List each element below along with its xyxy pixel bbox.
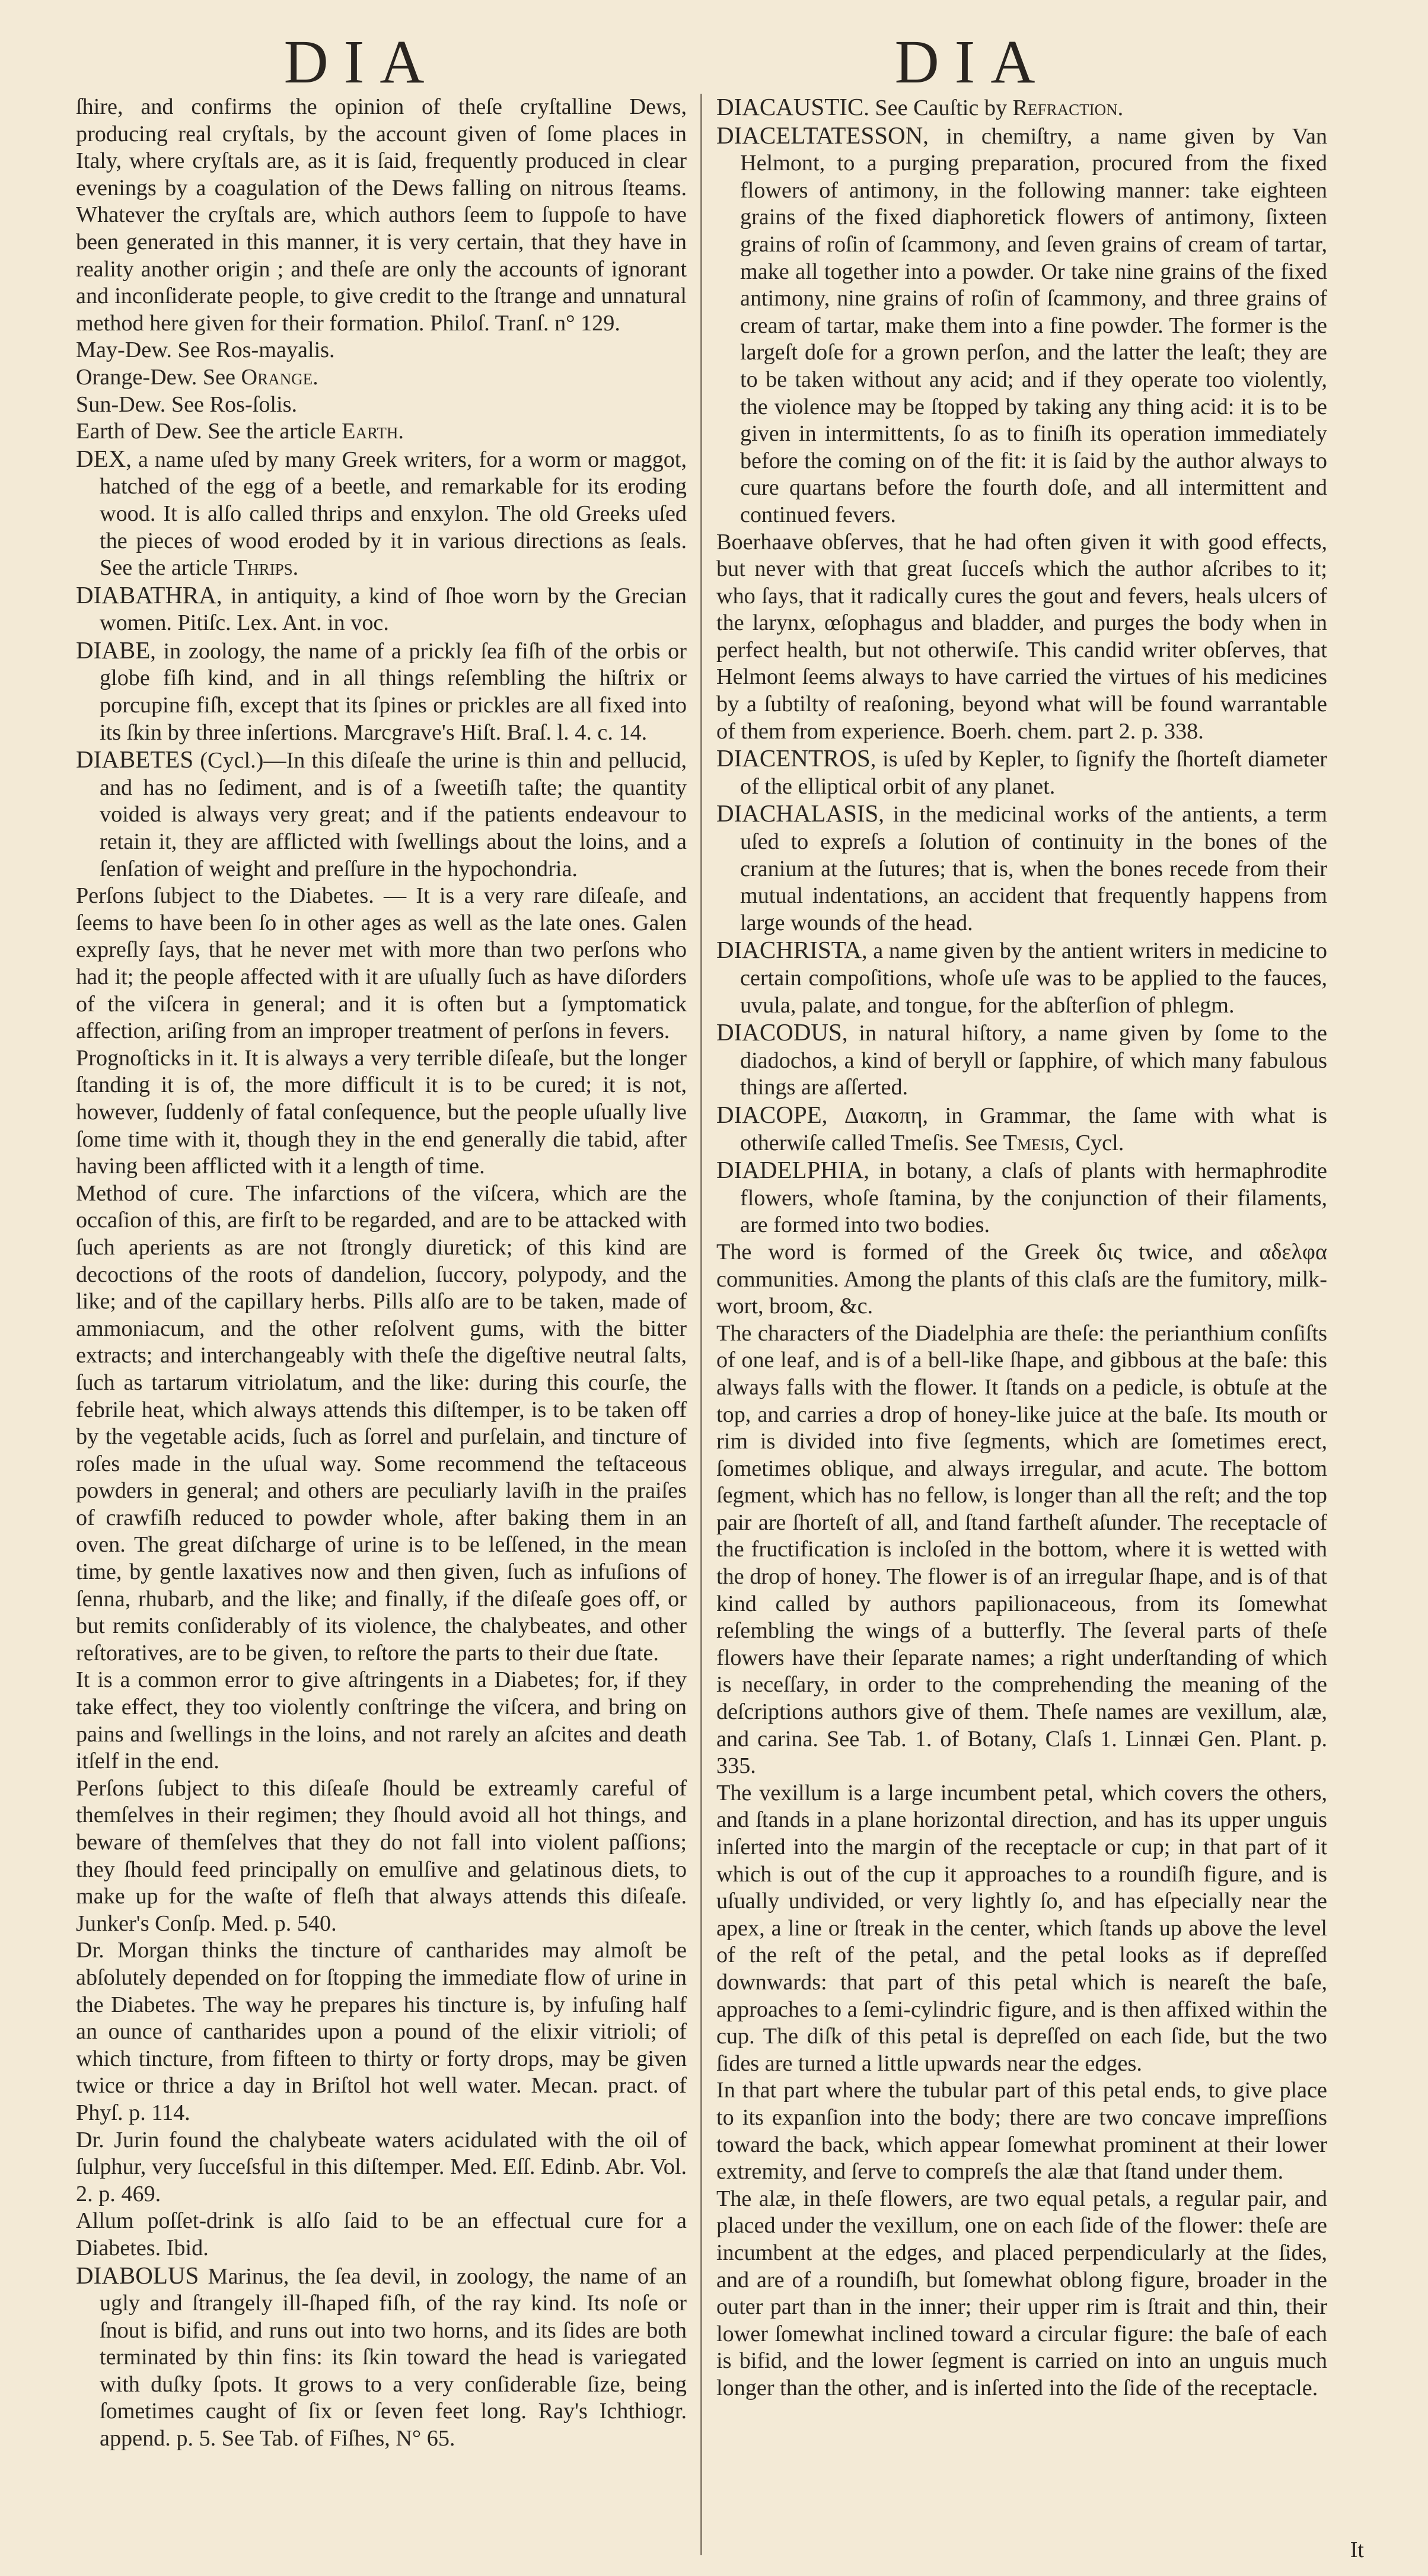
text-run: Dews — [391, 175, 444, 200]
text-run: , in Grammar, the ſame with what is otherwiſe called — [740, 1103, 1327, 1155]
text-run: Prognoſticks in it. — [76, 1045, 238, 1071]
text-run: Conſp. Med. p. 540. — [149, 1910, 337, 1936]
text-run: Junker's — [76, 1910, 149, 1936]
text-run: , in antiquity, a kind of ſhoe worn by the Grecian women. — [100, 583, 687, 636]
text-run: Dr. Jurin found the chalybeate waters acidulated with the oil of ſulphur, very ſucceſsful in this diſtemper. Med. Eſſ. Edinb. Abr. Vol. 2. p. 469. — [76, 2127, 687, 2206]
running-header — [0, 24, 1428, 101]
entry-headword: DIABATHRA — [76, 581, 216, 609]
text-run: , a name uſed by many Greek writers, for a worm or maggot, hatched of the egg of a beetle, and remarkable for its eroding wood. It is alſo called thrips and enxylon. The old Greeks uſed the pieces of wood eroded by it in various directions as ſeals. See the article — [100, 447, 687, 581]
text-run: , in botany, a claſs of plants with hermaphrodite flowers, whoſe ſtamina, by the conjunction of their filaments, are formed into two bodies. — [740, 1158, 1327, 1238]
entry-paragraph — [716, 1101, 1327, 1157]
text-run: Diabetes. — [111, 1992, 196, 2017]
text-run: Allum poſſet-drink is alſo ſaid to be an effectual cure for a — [76, 2208, 687, 2234]
text-run: Ichthiogr. append. p. 5. See Tab. of Fiſhes, N° 65. — [100, 2399, 687, 2451]
text-run: Dr. Morgan thinks the tincture of cantharides may almoſt be abſolutely depended on for ſtopping the immediate flow of urine in the — [76, 1938, 687, 2017]
text-run: In that part where the tubular part of this petal ends, to give place to its expanſion into the body; there are two concave impreſſions toward the back, which appear ſomewhat prominent at their lower extremity, and ſerve to compreſs the alæ that ſtand under them. — [716, 2078, 1327, 2185]
text-run: Refraction. — [1007, 95, 1124, 120]
entry-paragraph — [716, 94, 1327, 122]
entry-headword: DIABETES — [76, 746, 194, 773]
right-column — [716, 94, 1327, 2561]
entry-paragraph — [716, 800, 1327, 937]
text-run: , — [1064, 1130, 1076, 1155]
entry-headword: DIACODUS — [716, 1018, 842, 1046]
header-right-word: DIA — [894, 28, 1051, 96]
text-run: Orange. — [241, 364, 318, 390]
entry-headword: DIACAUSTIC — [716, 94, 864, 120]
entry-paragraph — [716, 745, 1327, 800]
entry-paragraph — [76, 418, 687, 445]
text-run: , in zoology, the name of a prickly ſea fiſh of the orbis or globe fiſh kind, and in all things reſembling the hiſtrix or porcupine fiſh, except that its ſpines or prickles are all fixed into its ſkin by three inſertions. — [100, 638, 687, 745]
text-run: Ray's — [538, 2399, 588, 2424]
text-run: Διακοπη — [844, 1103, 923, 1128]
body-paragraph — [76, 1180, 687, 1667]
text-run: Diabetes. — [76, 2235, 161, 2260]
text-run: , in zoology, the name of an ugly and ſtrangely ill-ſhaped fiſh, of the ray kind. Its noſe or ſnout is bifid, and runs out into two horns, and its ſides are both terminated by thin fins: its ſkin toward the head is variegated with duſky ſpots. It grows to a very conſiderable ſize, being ſometimes caught of ſix or ſeven feet long. — [100, 2263, 687, 2424]
text-run: Gen. Plant. p. 335. — [716, 1726, 1327, 1779]
entry-paragraph — [716, 122, 1327, 529]
left-column — [76, 94, 687, 2561]
entry-headword: DIABOLUS — [76, 2261, 199, 2289]
entry-headword: DIACELTATESSON — [716, 121, 923, 149]
text-run: Dew. See the article — [149, 419, 342, 444]
text-run: . See — [863, 95, 914, 120]
text-run: Cycl. — [1075, 1130, 1124, 1155]
entry-headword: DIABE — [76, 636, 151, 664]
text-run: , in natural hiſtory, a name given by ſome to the diadochos, a kind of beryll or ſapphire, of which many fabulous things are aſſerted. — [740, 1021, 1327, 1100]
text-run: Sun — [76, 391, 111, 417]
text-run: Linnæi — [1125, 1726, 1190, 1752]
text-run: , in chemiſtry, a name given by Van Helmont, to a purging preparation, procured from the fixed flowers of antimony, in the following manner: take eighteen grains of the fixed diaphoretick flowers of antimony, ſixteen grains of roſin of ſcammony, and ſeven grains of cream of tartar, make all together into a powder. Or take nine grains of the fixed antimony, nine grains of roſin of ſcammony, and three grains of cream of tartar, make them into a fine powder. The former is the largeſt doſe for a grown perſon, and the latter the leaſt; they are to be taken without any acid; and if they operate too violently, the violence may be ſtopped by taking any thing acid: it is to be given in intermittents, ſo as to finiſh its operation immediately before the coming on of the fit: it is ſaid by the author always to cure quartans before the fourth doſe, and all intermittent and continued fevers. — [740, 123, 1327, 527]
body-paragraph — [716, 1320, 1327, 1780]
entry-paragraph — [76, 2262, 687, 2453]
text-run: Perſons ſubject to this diſeaſe ſhould be extreamly careful of themſelves in their regimen; they ſhould avoid all hot things, and beware of themſelves that they do not fall into violent paſſions; they ſhould feed principally on emulſive and gelatinous diets, to make up for the waſte of fleſh that always attends this diſeaſe. — [76, 1775, 687, 1909]
column-divider — [700, 94, 702, 2555]
text-run: The infarctions of the viſcera, which are the occaſion of this, are firſt to be regarded, and are to be attacked with ſuch aperients as are not ſtrongly diuretick; of this kind are decoctions of the roots of dandelion, ſuccory, polypody, and the like; and of the capillary herbs. Pills alſo are to be taken, made of ammoniacum, and the other reſolvent gums, with the bitter extracts; and interchangeably with theſe the digeſtive neutral ſalts, ſuch as tartarum vitriolatum, and the like: during this courſe, the febrile heat, which always attends this diſtemper, is to be taken off by the vegetable acids, ſuch as ſorrel and purſelain, and tincture of roſes made in the uſual way. Some recommend the teſtaceous powders in general; and others are peculiarly laviſh in the praiſes of crawfiſh reduced to powder whole, after baking them in an oven. The great diſcharge of urine is to be leſſened, in the mean time, by gentle laxatives now and then given, ſuch as infuſions of ſenna, rhubarb, and the like; and finally, if the diſeaſe goes off, or but remits conſiderably of its violence, the chalybeates, and other reſtoratives, are to be given, to reſtore the parts to their due ſtate. — [76, 1180, 687, 1666]
entry-headword: DIACHALASIS — [716, 800, 879, 827]
entry-paragraph — [76, 337, 687, 364]
text-run: , a name given by the antient writers in medicine to certain compoſitions, whoſe uſe was to be applied to the fauces, uvula, palate, and tongue, for the abſterſion of phlegm. — [740, 938, 1327, 1018]
entry-headword: DEX — [76, 444, 126, 472]
text-run: The word is formed of the Greek — [716, 1239, 1096, 1265]
text-run: communities. Among the plants of this claſs are the fumitory, milk-wort, broom, &c. — [716, 1266, 1327, 1319]
text-run: , producing real cryſtals, by the account given of ſome places in Italy, where cryſtals are, as it is ſaid, frequently produced in clear evenings by a coagulation of the — [76, 94, 687, 200]
text-run: Cauſtic by — [913, 95, 1008, 120]
entry-paragraph — [76, 746, 687, 883]
text-run: Orange — [76, 364, 143, 390]
body-paragraph — [716, 2186, 1327, 2402]
text-run: Method of cure. — [76, 1180, 234, 1206]
text-run: Lex. Ant. in voc. — [231, 610, 389, 636]
text-run: Cycl. — [208, 748, 256, 773]
text-run — [199, 2264, 208, 2289]
text-run: Marcgrave's — [343, 719, 455, 745]
text-run: Perſons ſubject to the Diabetes. — [76, 883, 374, 909]
text-run: Pitiſc. — [177, 610, 231, 636]
entry-paragraph — [716, 1019, 1327, 1101]
body-paragraph — [76, 1775, 687, 1938]
entry-headword: DIACHRISTA — [716, 936, 862, 964]
entry-headword: DIACENTROS — [716, 744, 871, 772]
body-paragraph — [76, 1667, 687, 1775]
body-paragraph — [76, 1045, 687, 1180]
text-run: falling on nitrous ſteams. Whatever the cryſtals are, which authors ſeem to ſuppoſe to have been generated in this manner, it is very certain, that they have in reality another origin ; and theſe are only the accounts of ignorant and inconſiderate people, to give credit to the ſtrange and unnatural method here given for their formation. Philoſ. Tranſ. n° 129. — [76, 175, 687, 336]
body-paragraph — [716, 1239, 1327, 1320]
text-run: -Dew. See — [142, 364, 241, 390]
catchword: It — [1350, 2537, 1364, 2562]
text-run: cryſtalline Dews — [519, 94, 681, 119]
text-run: -Dew. See Ros- — [117, 337, 259, 363]
text-run: , in the medicinal works of the antients, a term uſed to expreſs a ſolution of continuity in the bones of the cranium at the ſutures; that is, when the bones recede from their mutual indentations, an accident that frequently happens from large wounds of the head. — [740, 802, 1327, 935]
text-run: The way he prepares his tincture is, by infuſing half an ounce of cantharides upon a pound of the elixir vitrioli; of which tincture, from fifteen to thirty or forty drops, may be given twice or thrice a day in Briſtol hot well water. Mecan. pract. of Phyſ. p. 114. — [76, 1992, 687, 2125]
text-run: Boerhaave obſerves, that he had often given it with good effects, but never with that great ſucceſs which the author aſcribes to it; who ſays, that it radically cures the gout and fevers, heals ulcers of the larynx, œſophagus and bladder, and purges the body when in perfect health, but not otherwiſe. This candid writer obſerves, that Helmont ſeems always to have carried the virtues of his medicines by a ſubtilty of reaſoning, beyond what will be found warrantable of them from experience. Boerh. chem. part 2. p. 338. — [716, 529, 1327, 744]
text-run: Hiſt. Braſ. l. 4. c. 14. — [454, 719, 648, 745]
text-run: -Dew. See Ros- — [111, 391, 253, 417]
text-run: Thrips. — [233, 555, 299, 581]
body-paragraph — [76, 2127, 687, 2208]
entry-paragraph — [76, 364, 687, 391]
text-run: — It is a very rare diſeaſe, and ſeems to have been ſo in other ages as well as the late ones. Galen expreſly ſays, that he never met with more than two perſons who had it; the people affected with it are uſually ſuch as have diſorders of the viſcera in general; and it is often but a ſymptomatick affection, ariſing from an improper treatment of perſons in fevers. — [76, 883, 687, 1044]
entry-paragraph — [716, 937, 1327, 1019]
text-run: Tmeſis — [890, 1130, 954, 1155]
text-run: ſhire, and confirms the opinion of theſe — [76, 94, 520, 119]
text-run: . See — [953, 1130, 1003, 1155]
header-left-word: DIA — [283, 28, 440, 96]
text-run: , is uſed by Kepler, to ſignify the ſhorteſt diameter of the elliptical orbit of any planet. — [740, 747, 1327, 799]
body-paragraph — [76, 94, 687, 337]
text-run: May — [76, 337, 117, 363]
text-run: ſolis. — [252, 391, 298, 417]
text-run: It is a common error to give aſtringents in a — [76, 1667, 495, 1693]
text-run: αδελφα — [1259, 1239, 1327, 1265]
entry-paragraph — [76, 445, 687, 582]
entry-paragraph — [76, 391, 687, 419]
entry-headword: DIACOPE — [716, 1100, 822, 1128]
body-paragraph — [76, 883, 687, 1045]
text-run: ( — [193, 748, 208, 773]
body-paragraph — [76, 2208, 687, 2262]
body-paragraph — [76, 1937, 687, 2126]
text-run: Earth of — [76, 419, 150, 444]
text-run: It is always a very terrible diſeaſe, but the longer ſtanding it is of, the more difficult it is to be cured; it is not, however, ſuddenly of fatal conſequence, but the people uſually live ſome time with it, though they in the end generally die tabid, after having been afflicted with it a length of time. — [76, 1045, 687, 1179]
entry-paragraph — [76, 637, 687, 746]
text-run: The characters of the Diadelphia are theſe: the perianthium conſiſts of one leaf, and is of a bell-like ſhape, and gibbous at the baſe: this always falls with the flower. It ſtands on a pedicle, is obtuſe at the top, and carries a drop of honey-like juice at the baſe. Its mouth or rim is divided into five ſegments, which are ſometimes erect, ſometimes oblique, and always irregular, and acute. The bottom ſegment, which has no fellow, is longer than all the reſt; and the top pair are ſhorteſt of all, and ſtand fartheſt aſunder. The receptacle of the fructification is incloſed in the bottom, where it is wetted with the drop of honey. The flower is of an irregular ſhape, and is of that kind called by authors papilionaceous, from its ſomewhat reſembling the wings of a butterfly. The ſeveral parts of theſe flowers have their ſeparate names; a right underſtanding of which is neceſſary, in order to the comprehending the meaning of the deſcriptions authors give of them. Theſe names are vexillum, alæ, and carina. See Tab. 1. of Botany, Claſs 1. — [716, 1320, 1327, 1752]
text-run: Tmesis — [1003, 1130, 1064, 1155]
text-run: ; for, if they take effect, they too violently conſtringe the viſcera, and bring on pains and ſwellings in the loins, and not rarely an aſcites and death itſelf in the end. — [76, 1667, 687, 1774]
text-run: The alæ, in theſe flowers, are two equal petals, a regular pair, and placed under the vexillum, one on each ſide of the flower: theſe are incumbent at the edges, and placed perpendicularly at the ſides, and are of a roundiſh, but ſomewhat oblong figure, broader in the outer part than in the inner; their upper rim is ſtrait and thin, their lower ſomewhat inclined toward a circular figure: the baſe of each is bifid, and the lower ſegment is carried on into an unguis much longer than the other, and is inſerted into the ſide of the receptacle. — [716, 2186, 1327, 2400]
text-run: δις — [1096, 1239, 1123, 1265]
text-run: mayalis. — [259, 337, 335, 363]
text-run: The vexillum is a large incumbent petal, which covers the others, and ſtands in a plane horizontal direction, and has its upper unguis inſerted into the margin of the receptacle or cup; in that part of it which is out of the cup it approaches to a roundiſh figure, and is uſually undivided, or very lightly ſo, and has eſpecially near the apex, a line or ſtreak in the center, which ſtands up above the level of the reſt of the petal, and the petal looks as if depreſſed downwards: that part of this petal which is neareſt the baſe, approaches to a ſemi-cylindric figure, and is then affixed within the cup. The diſk of this petal is depreſſed on each ſide, but the two ſides are turned a little upwards near the edges. — [716, 1780, 1327, 2076]
entry-headword: DIADELPHIA — [716, 1156, 864, 1184]
text-run: Earth. — [342, 419, 404, 444]
entry-paragraph — [716, 1157, 1327, 1239]
body-paragraph — [716, 1780, 1327, 2078]
text-run: Marinus, the ſea devil — [208, 2263, 416, 2289]
text-run: )—In this diſeaſe the urine is thin and pellucid, and has no ſediment, and is of a ſweetiſh taſte; the quantity voided is always very great; and if the patients endeavour to retain it, they are afflicted with ſwellings about the loins, and a ſenſation of weight and preſſure in the hypochondria. — [100, 748, 687, 881]
body-paragraph — [716, 2077, 1327, 2185]
text-run: Diabetes — [494, 1667, 574, 1693]
entry-paragraph — [76, 582, 687, 637]
text-run: Ibid. — [161, 2235, 209, 2260]
text-run: , — [821, 1103, 844, 1128]
text-run: twice, and — [1122, 1239, 1260, 1265]
body-paragraph — [716, 529, 1327, 746]
